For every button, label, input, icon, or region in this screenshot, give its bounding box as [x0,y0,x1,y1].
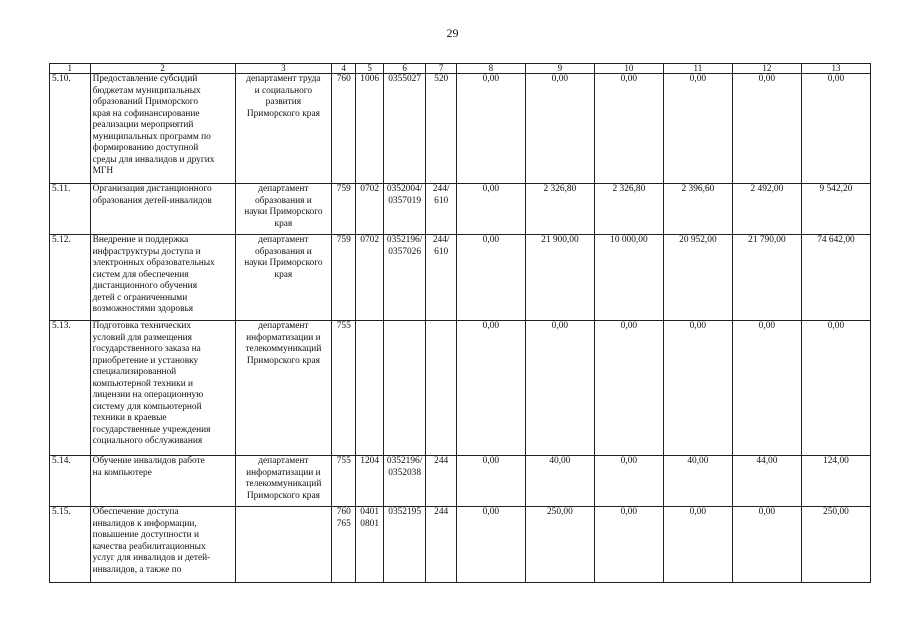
executor-cell: департамент образования и науки Приморского края [235,235,331,321]
code-cell: 0702 [356,235,383,321]
amount-cell: 0,00 [732,74,801,184]
item-number-cell: 5.13. [50,321,91,456]
amount-cell: 10 000,00 [594,235,663,321]
amount-cell: 0,00 [456,321,525,456]
code-cell: 0352195 [383,507,426,583]
code-cell: 755 [332,321,356,456]
amount-cell: 20 952,00 [663,235,732,321]
table-row [50,235,871,321]
amount-cell: 0,00 [801,74,870,184]
column-header: 9 [525,64,594,74]
code-cell: 0352004/ 0357019 [383,184,426,235]
code-cell: 0401 0801 [356,507,383,583]
amount-cell: 124,00 [801,456,870,507]
code-cell: 760 765 [332,507,356,583]
amount-cell: 0,00 [456,184,525,235]
code-cell [383,321,426,456]
column-header: 10 [594,64,663,74]
activity-cell: Предоставление субсидий бюджетам муниципальных образований Приморского края на софинансирование реализации мероприятий муниципальных программ по формированию доступной среды для инвалидов и других МГН [90,74,235,184]
amount-cell: 2 492,00 [732,184,801,235]
code-cell: 759 [332,184,356,235]
amount-cell: 0,00 [456,507,525,583]
amount-cell: 0,00 [663,74,732,184]
executor-cell [235,507,331,583]
amount-cell: 74 642,00 [801,235,870,321]
activity-cell: Организация дистанционного образования детей-инвалидов [90,184,235,235]
activity-cell: Обучение инвалидов работе на компьютере [90,456,235,507]
amount-cell: 40,00 [525,456,594,507]
code-cell: 0352196/ 0357026 [383,235,426,321]
code-cell: 244/ 610 [426,184,456,235]
column-header: 8 [456,64,525,74]
amount-cell: 21 900,00 [525,235,594,321]
code-cell: 755 [332,456,356,507]
amount-cell: 0,00 [525,321,594,456]
table-row [50,74,871,184]
activity-cell: Подготовка технических условий для размещения государственного заказа на приобретение и установку специализированной компьютерной техники и лицензии на операционную систему для компьютерной техники в краевые государственные учреждения социального обслуживания [90,321,235,456]
amount-cell: 40,00 [663,456,732,507]
code-cell: 244 [426,507,456,583]
table-row [50,321,871,456]
amount-cell: 0,00 [525,74,594,184]
column-header: 4 [332,64,356,74]
amount-cell: 2 326,80 [594,184,663,235]
page-number: 29 [446,26,459,40]
amount-cell: 2 396,60 [663,184,732,235]
amount-cell: 0,00 [732,321,801,456]
executor-cell: департамент информатизации и телекоммуникаций Приморского края [235,456,331,507]
code-cell: 0355027 [383,74,426,184]
amount-cell: 0,00 [594,456,663,507]
amount-cell: 0,00 [594,321,663,456]
amount-cell: 250,00 [525,507,594,583]
executor-cell: департамент труда и социального развития Приморского края [235,74,331,184]
amount-cell: 250,00 [801,507,870,583]
amount-cell: 0,00 [456,456,525,507]
amount-cell: 0,00 [801,321,870,456]
item-number-cell: 5.11. [50,184,91,235]
amount-cell: 44,00 [732,456,801,507]
activity-cell: Обеспечение доступа инвалидов к информации, повышение доступности и качества реабилитационных услуг для инвалидов и детей- инвалидов, а также по [90,507,235,583]
amount-cell: 0,00 [732,507,801,583]
table-row [50,456,871,507]
code-cell: 1006 [356,74,383,184]
amount-cell: 0,00 [456,235,525,321]
amount-cell: 0,00 [594,507,663,583]
executor-cell: департамент образования и науки Приморского края [235,184,331,235]
column-header: 13 [801,64,870,74]
code-cell: 520 [426,74,456,184]
amount-cell: 0,00 [594,74,663,184]
column-header: 7 [426,64,456,74]
code-cell: 759 [332,235,356,321]
table-row [50,184,871,235]
budget-table [49,63,871,583]
code-cell: 0352196/ 0352038 [383,456,426,507]
item-number-cell: 5.10. [50,74,91,184]
column-header: 6 [383,64,426,74]
column-header: 5 [356,64,383,74]
column-header: 12 [732,64,801,74]
item-number-cell: 5.12. [50,235,91,321]
code-cell: 1204 [356,456,383,507]
amount-cell: 9 542,20 [801,184,870,235]
table-row [50,507,871,583]
amount-cell: 21 790,00 [732,235,801,321]
code-cell [356,321,383,456]
amount-cell: 2 326,80 [525,184,594,235]
column-header: 2 [90,64,235,74]
item-number-cell: 5.14. [50,456,91,507]
code-cell [426,321,456,456]
column-header: 11 [663,64,732,74]
amount-cell: 0,00 [663,321,732,456]
code-cell: 244 [426,456,456,507]
code-cell: 760 [332,74,356,184]
column-header: 1 [50,64,91,74]
code-cell: 0702 [356,184,383,235]
code-cell: 244/ 610 [426,235,456,321]
activity-cell: Внедрение и поддержка инфраструктуры доступа и электронных образовательных систем для обеспечения дистанционного обучения детей с ограниченными возможностями здоровья [90,235,235,321]
header-row [50,64,871,74]
amount-cell: 0,00 [663,507,732,583]
executor-cell: департамент информатизации и телекоммуникаций Приморского края [235,321,331,456]
item-number-cell: 5.15. [50,507,91,583]
amount-cell: 0,00 [456,74,525,184]
column-header: 3 [235,64,331,74]
